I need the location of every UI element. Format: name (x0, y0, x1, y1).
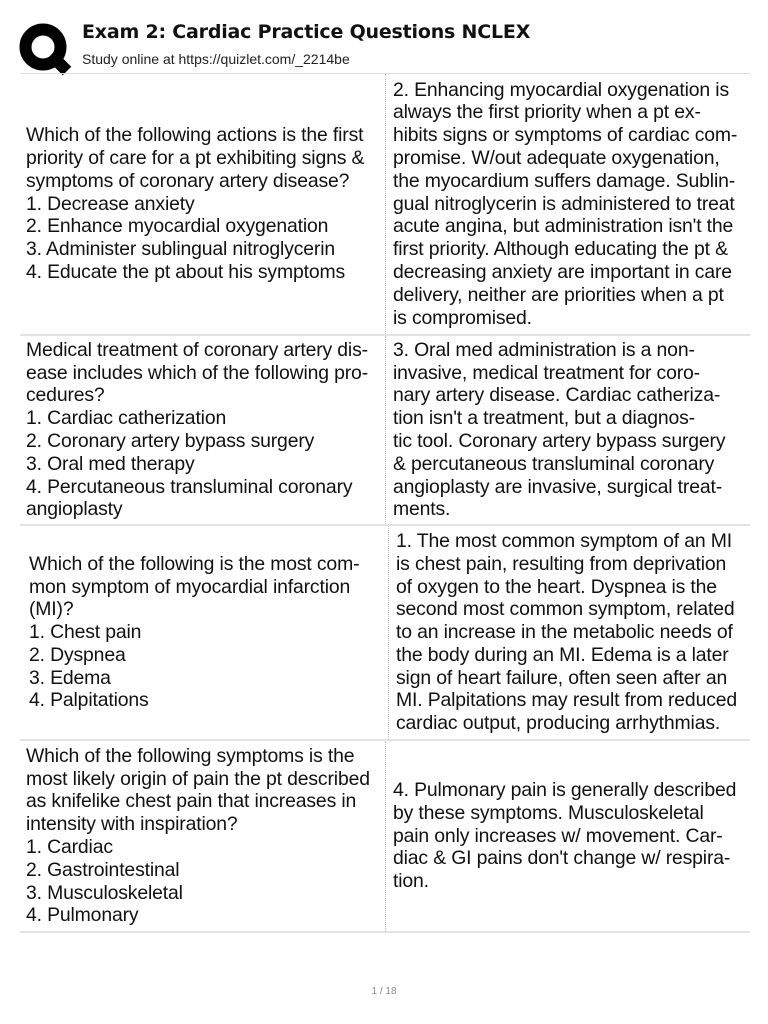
flashcard-table (20, 73, 750, 933)
document-title: Exam 2: Cardiac Practice Questions NCLEX (82, 21, 531, 43)
term-cell (20, 526, 389, 739)
definition-text: 4. Pulmonary pain is generally described by these symptoms. Musculoskeletal pain only increases w/ movement. Car- diac & GI pains don't change w/ respira- tion. (393, 779, 737, 893)
definition-cell (389, 526, 750, 739)
flashcard-row (20, 741, 750, 933)
term-cell (20, 741, 386, 931)
definition-text: 1. The most common symptom of an MI is chest pain, resulting from deprivation of oxygen to the heart. Dyspnea is the second most common symptom, related to an increase in the metabolic needs of the body during an MI. Edema is a later sign of heart failure, often seen after an MI. Palpitations may result from reduced cardiac output, producing arrhythmias. (396, 529, 738, 735)
term-text: Which of the following actions is the first priority of care for a pt exhibiting signs & symptoms of coronary artery disease? 1. Decrease anxiety 2. Enhance myocardial oxygenation 3. Administer sublingual nitroglycerin 4. Educate the pt about his symptoms (26, 124, 365, 283)
definition-text: 2. Enhancing myocardial oxygenation is always the first priority when a pt ex- hibits signs or symptoms of cardiac com- promise. W/out adequate oxygenation, the myocardium suffers damage. Sublin- gual nitroglycerin is administered to treat acute angina, but administration isn't the first priority. Although educating the pt & decreasing anxiety are important in care delivery, neither are priorities when a pt is compromised. (393, 78, 738, 329)
term-text: Which of the following is the most com- mon symptom of myocardial infarction (MI)? 1. Chest pain 2. Dyspnea 3. Edema 4. Palpitations (29, 552, 360, 712)
definition-cell (386, 741, 750, 931)
definition-text: 3. Oral med administration is a non- invasive, medical treatment for coro- nary artery disease. Cardiac catheriza- tion isn't a treatment, but a diagnos- tic tool. Coronary artery bypass surgery & percutaneous transluminal coronary angioplasty are invasive, surgical treat- ments. (393, 338, 726, 521)
flashcard-row (20, 526, 750, 741)
term-text: Medical treatment of coronary artery dis- ease includes which of the following pro- cedures? 1. Cardiac catherization 2. Coronary artery bypass surgery 3. Oral med therapy 4. Percutaneous transluminal coronary angioplasty (26, 338, 369, 521)
term-cell (20, 74, 386, 334)
page-indicator: 1 / 18 (371, 986, 397, 997)
study-link[interactable]: Study online at https://quizlet.com/_2214be (82, 51, 350, 67)
flashcard-row (20, 336, 750, 526)
term-text: Which of the following symptoms is the most likely origin of pain the pt described as knifelike chest pain that increases in intensity with inspiration? 1. Cardiac 2. Gastrointestinal 3. Musculoskeletal 4. Pulmonary (26, 744, 370, 927)
term-cell (20, 336, 386, 524)
definition-cell (386, 74, 750, 334)
definition-cell (386, 336, 750, 524)
quizlet-logo-icon (18, 22, 72, 76)
flashcard-row (20, 74, 750, 336)
